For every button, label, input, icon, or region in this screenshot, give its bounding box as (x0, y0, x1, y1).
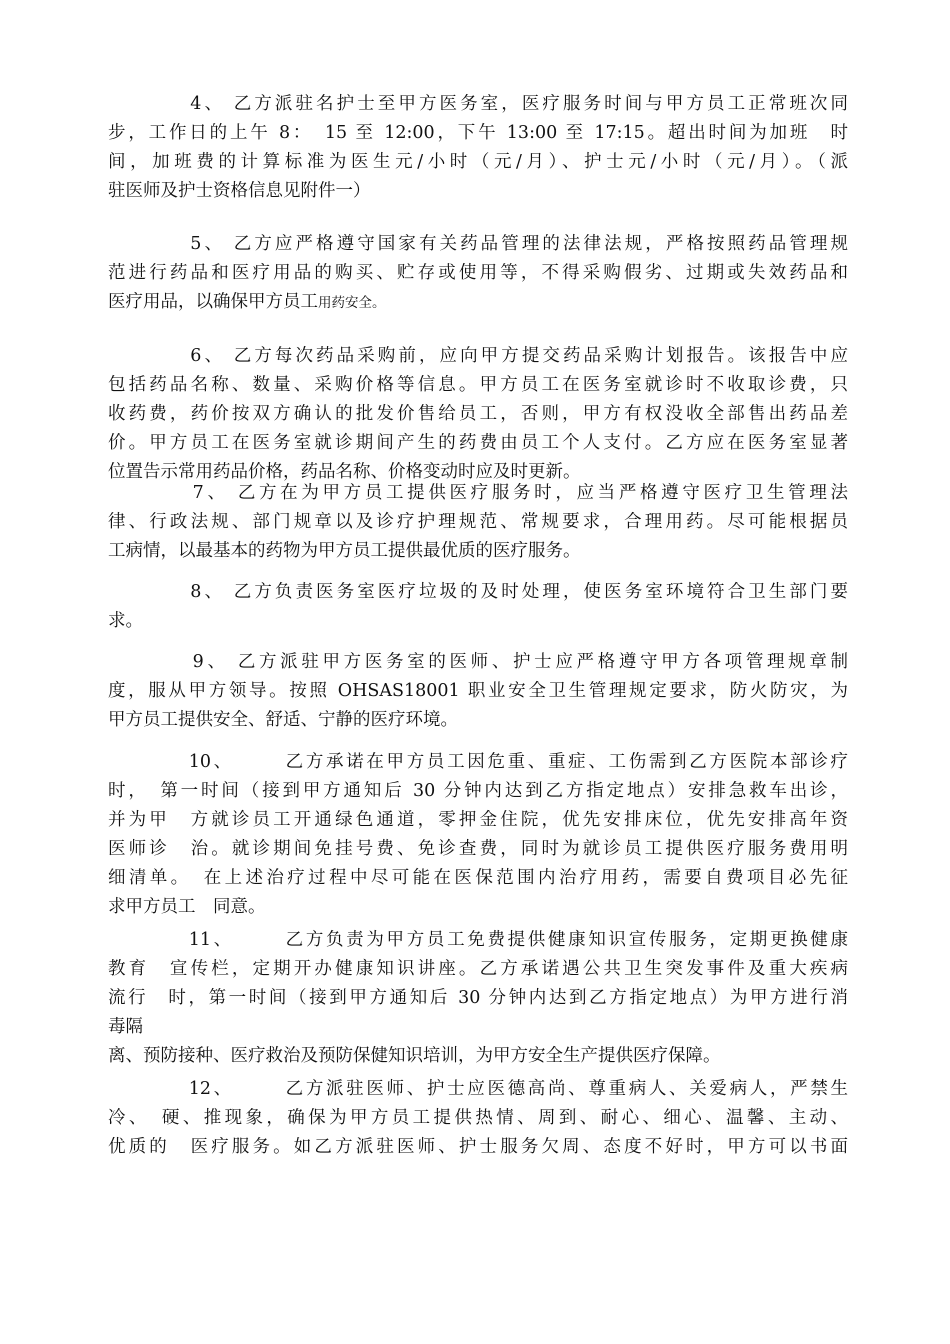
text-line: 10、 乙方承诺在甲方员工因危重、重症、工伤需到乙方医院本部诊疗 (108, 752, 848, 772)
text-line: 4、 乙方派驻名护士至甲方医务室，医疗服务时间与甲方员工正常班次同 (108, 94, 848, 114)
text-line: 步，工作日的上午 8： 15 至 12:00，下午 13:00 至 17:15。超出时间为加班 时 (108, 123, 848, 143)
text-line: 8、 乙方负责医务室医疗垃圾的及时处理，使医务室环境符合卫生部门要 (108, 582, 848, 602)
text-line: 范进行药品和医疗用品的购买、贮存或使用等，不得采购假劣、过期或失效药品和 (108, 263, 848, 283)
text-line: 7、 乙方在为甲方员工提供医疗服务时，应当严格遵守医疗卫生管理法 (108, 483, 848, 503)
text-line (108, 288, 848, 317)
text-line: 律、行政法规、部门规章以及诊疗护理规范、常规要求，合理用药。尽可能根据员 (108, 512, 848, 532)
text-line: 并为甲 方就诊员工开通绿色通道，零押金住院，优先安排床位，优先安排高年资 (108, 810, 848, 830)
text-line: 包括药品名称、数量、采购价格等信息。甲方员工在医务室就诊时不收取诊费，只 (108, 375, 848, 395)
text-line: 毒隔 (108, 1017, 143, 1037)
text-line: 间，加班费的计算标准为医生元/小时（元/月）、护士元/小时（元/月）。（派 (108, 152, 848, 172)
text-line: 时， 第一时间（接到甲方通知后 30 分钟内达到乙方指定地点）安排急救车出诊， (108, 781, 848, 801)
paragraph-item-5 (108, 230, 848, 317)
paragraph-item-9 (108, 648, 848, 735)
text-line: 教育 宣传栏，定期开办健康知识讲座。乙方承诺遇公共卫生突发事件及重大疾病 (108, 959, 848, 979)
text-line: 5、 乙方应严格遵守国家有关药品管理的法律法规，严格按照药品管理规 (108, 234, 848, 254)
paragraph-item-7 (108, 479, 848, 566)
text-line: 12、 乙方派驻医师、护士应医德高尚、尊重病人、关爱病人，严禁生 (108, 1079, 848, 1099)
text-line: 细清单。 在上述治疗过程中尽可能在医保范围内治疗用药，需要自费项目必先征 (108, 868, 848, 888)
text-line: 求。 (108, 611, 143, 631)
text-line: 驻医师及护士资格信息见附件一） (108, 181, 371, 201)
text-line: 11、 乙方负责为甲方员工免费提供健康知识宣传服务，定期更换健康 (108, 930, 848, 950)
text-line-main: 医疗用品，以确保甲方员工 (108, 292, 318, 312)
paragraph-item-4 (108, 90, 848, 206)
text-line: 9、 乙方派驻甲方医务室的医师、护士应严格遵守甲方各项管理规章制 (108, 652, 848, 672)
text-line: 工病情，以最基本的药物为甲方员工提供最优质的医疗服务。 (108, 541, 581, 561)
paragraph-item-8 (108, 578, 848, 636)
text-line: 位置告示常用药品价格，药品名称、价格变动时应及时更新。 (108, 462, 581, 482)
paragraph-item-11 (108, 926, 848, 1071)
text-line: 医师诊 治。就诊期间免挂号费、免诊查费，同时为就诊员工提供医疗服务费用明 (108, 839, 848, 859)
text-line: 流行 时，第一时间（接到甲方通知后 30 分钟内达到乙方指定地点）为甲方进行消 (108, 988, 848, 1008)
text-line: 甲方员工提供安全、舒适、宁静的医疗环境。 (108, 710, 458, 730)
text-line: 离、预防接种、医疗救治及预防保健知识培训，为甲方安全生产提供医疗保障。 (108, 1046, 721, 1066)
text-line: 求甲方员工 同意。 (108, 897, 266, 917)
text-line-small-suffix: 用药安全。 (318, 295, 386, 311)
text-line: 冷、 硬、推现象，确保为甲方员工提供热情、周到、耐心、细心、温馨、主动、 (108, 1108, 848, 1128)
paragraph-item-10 (108, 748, 848, 922)
text-line: 6、 乙方每次药品采购前，应向甲方提交药品采购计划报告。该报告中应 (108, 346, 848, 366)
text-line: 收药费，药价按双方确认的批发价售给员工，否则，甲方有权没收全部售出药品差 (108, 404, 848, 424)
paragraph-item-6 (108, 342, 848, 487)
paragraph-item-12 (108, 1075, 848, 1162)
text-line: 优质的 医疗服务。如乙方派驻医师、护士服务欠周、态度不好时，甲方可以书面 (108, 1137, 848, 1157)
text-line: 度，服从甲方领导。按照 OHSAS18001 职业安全卫生管理规定要求，防火防灾，为 (108, 681, 848, 701)
text-line: 价。甲方员工在医务室就诊期间产生的药费由员工个人支付。乙方应在医务室显著 (108, 433, 848, 453)
